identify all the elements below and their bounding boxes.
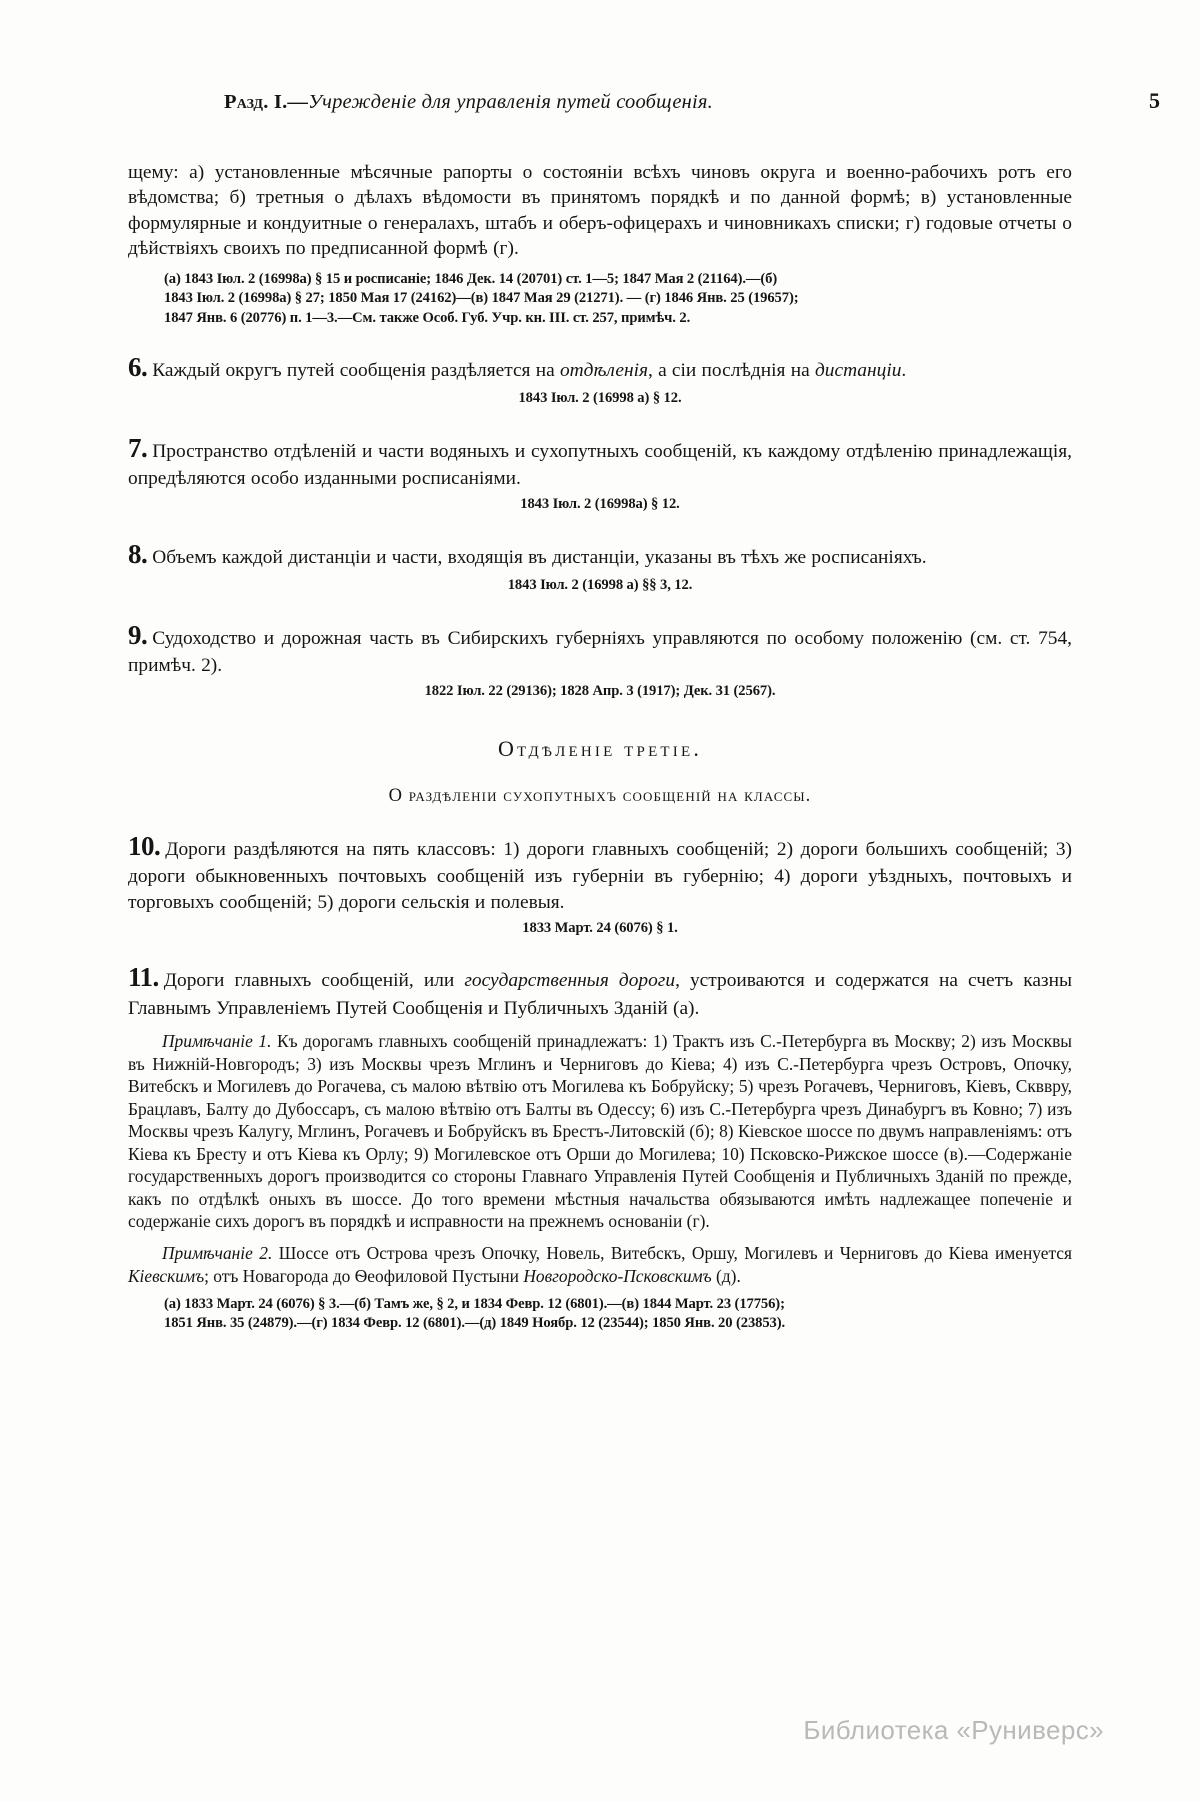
article-text: Дороги раздѣляются на пять классовъ: 1) дороги главныхъ сообщеній; 2) дороги большихъ сообщеній; 3) дороги обыкновенныхъ почтовыхъ сообщеній изъ губерніи въ губернію; 4) дороги уѣздныхъ, почтовыхъ и торговыхъ сообщеній; 5) дороги сельскія и полевыя. bbox=[128, 838, 1072, 913]
note-label: Примѣчаніе 2. bbox=[162, 1242, 273, 1263]
note-text: Къ дорогамъ главныхъ сообщеній принадлежатъ: 1) Трактъ изъ С.-Петербурга въ Москву; 2) изъ Москвы въ Нижній-Новгородъ; 3) изъ Москвы чрезъ Мглинъ и Черниговъ до Кіева; 4) изъ С.-Петербурга чрезъ Островъ, Опочку, Витебскъ и Могилевъ до Рогачева, съ малою вѣтвію отъ Могилева къ Бобруйску; 5) чрезъ Рогачевъ, Черниговъ, Кіевъ, Скввру, Брацлавъ, Балту до Дубоссаръ, съ малою вѣтвію отъ Балты въ Одессу; 6) изъ С.-Петербурга чрезъ Динабургъ въ Ковно; 7) изъ Москвы чрезъ Калугу, Мглинъ, Рогачевъ и Бобруйскъ въ Брестъ-Литовскій (б); 8) Кіевское шоссе по двумъ направленіямъ: отъ Кіева къ Бресту и отъ Кіева къ Орлу; 9) Могилевское отъ Орши до Могилева; 10) Псковско-Рижское шоссе (в).—Содержаніе государственныхъ дорогъ производится со стороны Главнаго Управленія Путей Сообщенія и Публичныхъ Зданій по прежде, какъ по отдѣлкѣ оныхъ въ шоссе. До того времени мѣстныя начальства обязываются имѣть надлежащее попеченіе и содержаніе сихъ дорогъ въ порядкѣ и исправности на прежнемъ основаніи (г). bbox=[128, 1031, 1072, 1232]
note-italic-2: Новгородско-Псковскимъ bbox=[523, 1265, 712, 1286]
article-11-note-2 bbox=[128, 1242, 1072, 1287]
article-11-part1: Дороги главныхъ сообщеній, или bbox=[163, 970, 465, 992]
article-number: 6. bbox=[128, 351, 148, 382]
library-watermark: Библиотека «Руниверс» bbox=[803, 1715, 1104, 1745]
citation-line: (а) 1843 Іюл. 2 (16998а) § 15 и росписаніе; 1846 Дек. 14 (20701) ст. 1—5; 1847 Мая 2 (21164).—(б) bbox=[164, 270, 778, 287]
article-number: 9. bbox=[128, 619, 148, 650]
article-7 bbox=[128, 431, 1072, 515]
article-citation: 1833 Март. 24 (6076) § 1. bbox=[522, 920, 678, 937]
article-citation: 1843 Іюл. 2 (16998 а) § 12. bbox=[518, 390, 682, 407]
article-text: Судоходство и дорожная часть въ Сибирскихъ губерніяхъ управляются по особому положенію (см. ст. 754, примѣч. 2). bbox=[128, 627, 1072, 676]
article-number: 7. bbox=[128, 432, 148, 463]
section-heading: Отдѣленіе третіе. bbox=[497, 735, 703, 761]
note-text-b: ; отъ Новагорода до Ѳеофиловой Пустыни bbox=[204, 1265, 524, 1286]
citation-line: 1843 Іюл. 2 (16998а) § 27; 1850 Мая 17 (24162)—(в) 1847 Мая 29 (21271). — (г) 1846 Янв. 25 (19657); bbox=[164, 290, 799, 307]
section-subheading: О раздѣленіи сухопутныхъ сообщеній на классы. bbox=[388, 785, 812, 806]
running-head-title bbox=[224, 91, 713, 114]
continued-paragraph-citations bbox=[128, 270, 1072, 328]
article-8 bbox=[128, 537, 1072, 596]
note-italic-1: Кіевскимъ bbox=[128, 1265, 205, 1286]
article-citation: 1843 Іюл. 2 (16998 а) §§ 3, 12. bbox=[507, 577, 693, 594]
running-head-section: Разд. I.— bbox=[224, 91, 309, 113]
article-10 bbox=[128, 829, 1072, 939]
citation-line: 1847 Янв. 6 (20776) п. 1—3.—См. также Особ. Губ. Учр. кн. III. ст. 257, примѣч. 2. bbox=[164, 309, 691, 326]
article-citation: 1843 Іюл. 2 (16998а) § 12. bbox=[520, 496, 680, 513]
article-number: 8. bbox=[128, 538, 148, 569]
running-head bbox=[128, 88, 1168, 114]
article-number: 10. bbox=[128, 830, 161, 861]
article-citation: 1822 Іюл. 22 (29136); 1828 Апр. 3 (1917); Дек. 31 (2567). bbox=[424, 683, 776, 700]
article-text: Пространство отдѣленій и части водяныхъ и сухопутныхъ сообщеній, къ каждому отдѣленію принадлежащія, опредѣляются особо изданными росписаніями. bbox=[128, 440, 1072, 490]
article-11 bbox=[128, 960, 1072, 1333]
note-label: Примѣчаніе 1. bbox=[162, 1031, 272, 1052]
page-number: 5 bbox=[1149, 88, 1160, 113]
article-6: 6. Каждый округъ путей сообщенія раздѣляется на отдѣленія, а сіи послѣднія на дистанціи. 1843 Іюл. 2 (16998 а) § 12. bbox=[128, 350, 1072, 409]
note-text-c: (д). bbox=[711, 1265, 741, 1286]
note-text: Шоссе отъ Острова чрезъ Опочку, Новель, Витебскъ, Оршу, Могилевъ и Черниговъ до Кіева именуется bbox=[272, 1242, 1072, 1263]
article-text: Объемъ каждой дистанціи и части, входящія въ дистанціи, указаны въ тѣхъ же росписаніяхъ. bbox=[152, 546, 927, 568]
article-number: 11. bbox=[128, 962, 159, 993]
running-head-subject: Учрежденіе для управленія путей сообщенія. bbox=[308, 91, 713, 113]
article-11-note-1 bbox=[128, 1030, 1072, 1233]
continued-paragraph: щему: а) установленные мѣсячные рапорты о состояніи всѣхъ чиновъ округа и военно-рабочихъ ротъ его вѣдомства; б) третныя о дѣлахъ вѣдомости въ принятомъ порядкѣ и по данной формѣ; в) установленные формулярные и кондуитные о генералахъ, штабъ и оберъ-офицерахъ и чиновникахъ списки; г) годовые отчеты о дѣйствіяхъ своихъ по предписанной формѣ (г). bbox=[128, 162, 1072, 260]
article-11-citations bbox=[128, 1295, 1072, 1334]
article-9 bbox=[128, 618, 1072, 702]
citation-line: 1851 Янв. 35 (24879).—(г) 1834 Февр. 12 (6801).—(д) 1849 Ноябр. 12 (23544); 1850 Янв. 20 (23853). bbox=[164, 1315, 786, 1332]
article-11-italic: государственныя дороги bbox=[464, 970, 676, 992]
page-content bbox=[128, 88, 1160, 1334]
article-11-part2: , устроиваются и содержатся на счетъ казны Главнымъ Управленіемъ Путей Сообщенія и Публичныхъ Зданій (а). bbox=[128, 970, 1072, 1019]
citation-line: (а) 1833 Март. 24 (6076) § 3.—(б) Тамъ же, § 2, и 1834 Февр. 12 (6801).—(в) 1844 Март. 23 (17756); bbox=[164, 1296, 785, 1313]
